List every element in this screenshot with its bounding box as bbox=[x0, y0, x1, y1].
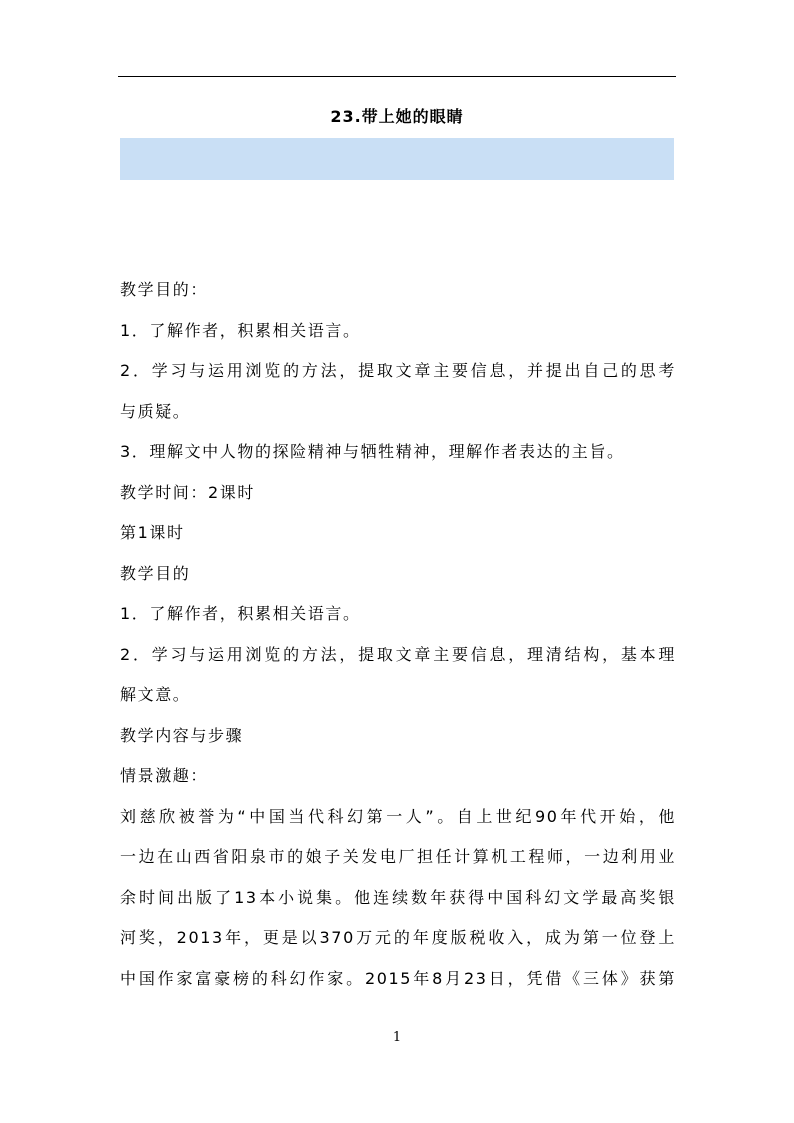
paragraph-line: 3．理解文中人物的探险精神与牺牲精神，理解作者表达的主旨。 bbox=[120, 442, 625, 461]
paragraph-line: 一边在山西省阳泉市的娘子关发电厂担任计算机工程师，一边利用业 bbox=[120, 847, 676, 866]
paragraph-line: 刘慈欣被誉为“中国当代科幻第一人”。自上世纪90年代开始，他 bbox=[120, 806, 676, 826]
paragraph-line: 河奖，2013年，更是以370万元的年度版税收入，成为第一位登上 bbox=[120, 928, 676, 947]
paragraph-line: 情景激趣： bbox=[120, 766, 209, 785]
paragraph-line: 解文意。 bbox=[120, 685, 191, 704]
document-body bbox=[120, 270, 676, 999]
paragraph-line: 教学内容与步骤 bbox=[120, 725, 244, 745]
paragraph-line: 教学时间：2课时 bbox=[120, 482, 255, 502]
paragraph-line: 中国作家富豪榜的科幻作家。2015年8月23日，凭借《三体》获第 bbox=[120, 968, 676, 988]
paragraph-line: 第1课时 bbox=[120, 523, 185, 542]
paragraph-line: 1．了解作者，积累相关语言。 bbox=[120, 604, 361, 623]
paragraph-line: 教学目的： bbox=[120, 280, 209, 299]
header-rule bbox=[118, 76, 676, 77]
paragraph-line: 教学目的 bbox=[120, 563, 191, 583]
page-number: 1 bbox=[392, 1030, 402, 1045]
document-title: 23.带上她的眼睛 bbox=[330, 107, 464, 126]
highlight-banner bbox=[120, 138, 674, 180]
paragraph-line: 2．学习与运用浏览的方法，提取文章主要信息，并提出自己的思考 bbox=[120, 361, 676, 380]
paragraph-line: 与质疑。 bbox=[120, 401, 191, 421]
paragraph-line: 余时间出版了13本小说集。他连续数年获得中国科幻文学最高奖银 bbox=[120, 887, 676, 907]
paragraph-line: 2．学习与运用浏览的方法，提取文章主要信息，理清结构，基本理 bbox=[120, 644, 676, 664]
paragraph-line: 1．了解作者，积累相关语言。 bbox=[120, 320, 361, 340]
